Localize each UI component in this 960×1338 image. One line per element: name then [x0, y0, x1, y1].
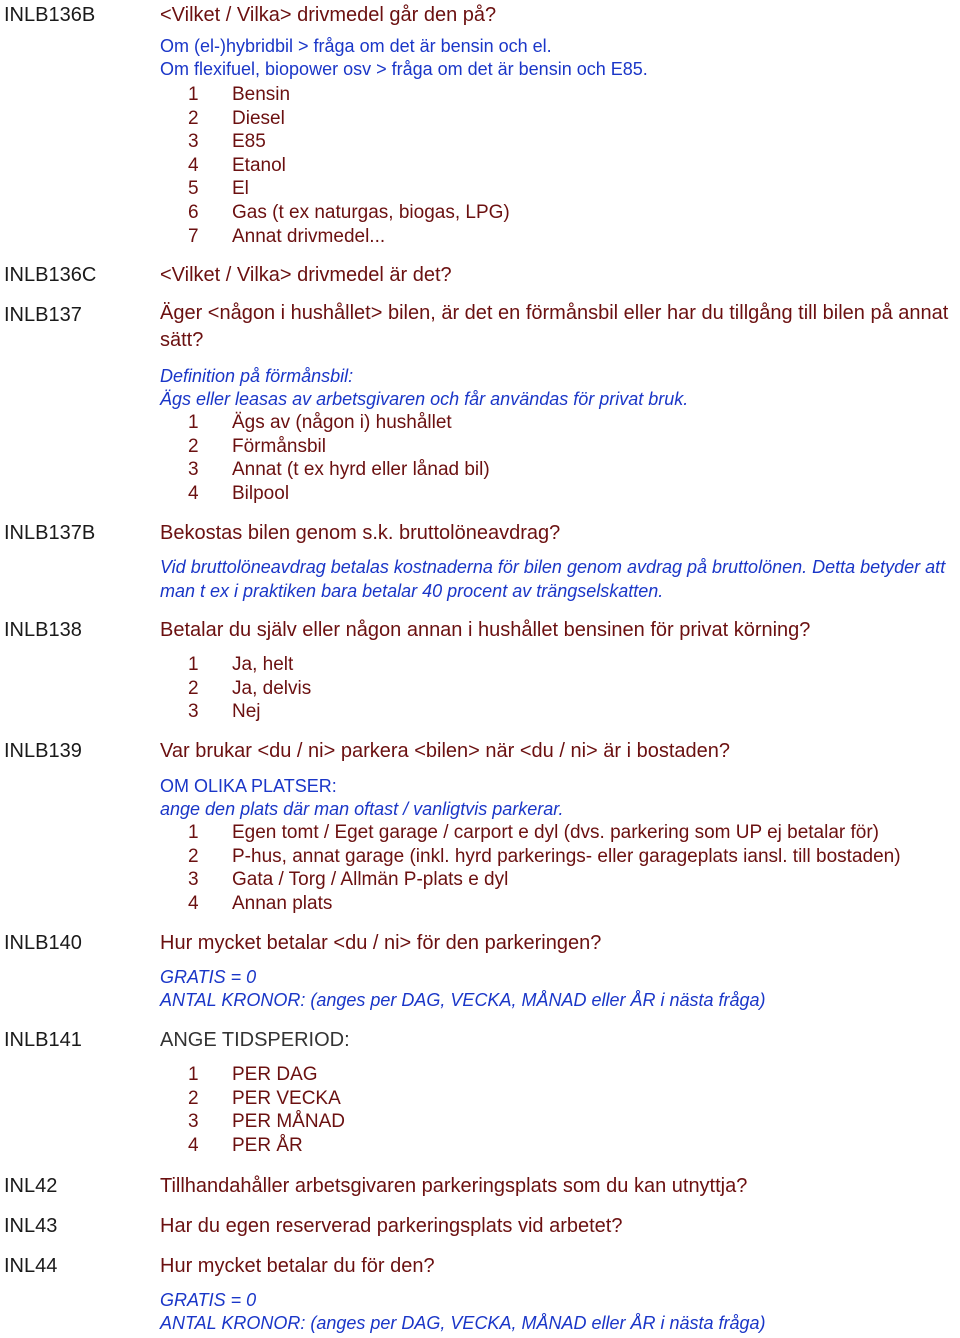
option-number: 4 [188, 482, 199, 504]
question-code: INLB136B [4, 4, 96, 26]
answer-option [160, 1063, 345, 1087]
answer-option [160, 225, 510, 249]
option-number: 4 [188, 892, 199, 914]
question-code: INL42 [4, 1175, 58, 1197]
option-number: 2 [188, 435, 199, 457]
option-number: 2 [188, 107, 199, 129]
note-line: ANTAL KRONOR: (anges per DAG, VECKA, MÅNAD eller ÅR i nästa fråga) [160, 1313, 766, 1333]
question-text: Äger <någon i hushållet> bilen, är det en förmånsbil eller har du tillgång till bilen på annat sätt? [160, 302, 949, 351]
option-label: Ägs av (någon i) hushållet [232, 412, 452, 433]
option-number: 3 [188, 869, 199, 891]
option-number: 2 [188, 845, 199, 867]
answer-option [160, 821, 901, 845]
interviewer-note [160, 35, 648, 81]
answer-options [160, 1063, 345, 1157]
option-number: 7 [188, 225, 199, 247]
answer-option [160, 653, 311, 677]
option-label: P-hus, annat garage (inkl. hyrd parkerings- eller garageplats iansl. till bostaden) [232, 845, 901, 867]
answer-option [160, 177, 510, 201]
option-label: PER ÅR [232, 1134, 303, 1156]
option-number: 3 [188, 459, 199, 481]
option-number: 1 [188, 822, 199, 843]
option-label: Ja, helt [232, 654, 294, 675]
note-line: Definition på förmånsbil: [160, 366, 354, 386]
interviewer-note [160, 365, 688, 411]
note-line: Ägs eller leasas av arbetsgivaren och får användas för privat bruk. [160, 389, 689, 409]
question-code: INLB136C [4, 264, 97, 286]
answer-option [160, 1110, 345, 1134]
answer-option [160, 1134, 345, 1158]
note-line: Om flexifuel, biopower osv > fråga om det är bensin och E85. [160, 59, 648, 79]
option-label: Nej [232, 701, 261, 723]
option-label: Bensin [232, 84, 291, 105]
answer-options [160, 411, 490, 505]
option-number: 3 [188, 1111, 199, 1133]
option-label: Etanol [232, 154, 286, 176]
answer-option [160, 845, 901, 869]
question-code: INLB138 [4, 619, 82, 641]
answer-option [160, 677, 311, 701]
option-number: 5 [188, 178, 199, 200]
question-text: Har du egen reserverad parkeringsplats vid arbetet? [160, 1215, 623, 1237]
option-number: 4 [188, 154, 199, 176]
option-label: PER VECKA [232, 1087, 341, 1109]
answer-option [160, 482, 490, 506]
answer-option [160, 154, 510, 178]
answer-option [160, 411, 490, 435]
option-label: Ja, delvis [232, 677, 312, 699]
question-code: INLB137 [4, 304, 82, 326]
answer-options [160, 653, 311, 724]
note-line: ange den plats där man oftast / vanligtvis parkerar. [160, 799, 564, 819]
question-text: Bekostas bilen genom s.k. bruttolöneavdrag? [160, 522, 561, 544]
question-text: Hur mycket betalar du för den? [160, 1255, 435, 1277]
question-text: Betalar du själv eller någon annan i hushållet bensinen för privat körning? [160, 619, 811, 641]
option-number: 1 [188, 412, 199, 433]
answer-option [160, 458, 490, 482]
question-code: INLB141 [4, 1029, 82, 1051]
option-label: Diesel [232, 107, 285, 129]
answer-options [160, 83, 510, 248]
note-line: ANTAL KRONOR: (anges per DAG, VECKA, MÅNAD eller ÅR i nästa fråga) [160, 990, 766, 1010]
question-text: Tillhandahåller arbetsgivaren parkeringsplats som du kan utnyttja? [160, 1175, 748, 1197]
option-label: PER MÅNAD [232, 1111, 345, 1133]
option-label: Bilpool [232, 482, 290, 504]
answer-option [160, 1087, 345, 1111]
answer-option [160, 83, 510, 107]
note-line: Om (el-)hybridbil > fråga om det är bensin och el. [160, 36, 552, 56]
note-line: GRATIS = 0 [160, 1290, 257, 1310]
interviewer-note [160, 966, 766, 1012]
option-label: Annan plats [232, 892, 333, 914]
option-label: Gata / Torg / Allmän P-plats e dyl [232, 869, 509, 891]
option-number: 1 [188, 1064, 199, 1085]
option-number: 2 [188, 677, 199, 699]
option-number: 2 [188, 1087, 199, 1109]
answer-option [160, 700, 311, 724]
question-text: <Vilket / Vilka> drivmedel är det? [160, 264, 452, 286]
option-number: 6 [188, 201, 199, 223]
option-label: PER DAG [232, 1064, 318, 1085]
question-text: Hur mycket betalar <du / ni> för den parkeringen? [160, 932, 602, 954]
option-label: Egen tomt / Eget garage / carport e dyl (dvs. parkering som UP ej betalar för) [232, 822, 880, 843]
question-code: INLB139 [4, 740, 82, 762]
answer-option [160, 107, 510, 131]
option-label: El [232, 178, 249, 200]
option-label: Gas (t ex naturgas, biogas, LPG) [232, 201, 510, 223]
interviewer-note [160, 1289, 766, 1335]
answer-option [160, 201, 510, 225]
question-code: INL44 [4, 1255, 58, 1277]
question-text: Var brukar <du / ni> parkera <bilen> när <du / ni> är i bostaden? [160, 740, 730, 762]
option-label: Förmånsbil [232, 435, 326, 457]
note-line: OM OLIKA PLATSER: [160, 776, 337, 796]
option-number: 3 [188, 131, 199, 153]
note-line: GRATIS = 0 [160, 967, 257, 987]
answer-option [160, 435, 490, 459]
question-code: INL43 [4, 1215, 58, 1237]
answer-option [160, 892, 901, 916]
option-number: 4 [188, 1134, 199, 1156]
option-label: Annat (t ex hyrd eller lånad bil) [232, 459, 490, 481]
question-code: INLB137B [4, 522, 96, 544]
question-code: INLB140 [4, 932, 82, 954]
answer-option [160, 868, 901, 892]
question-text: <Vilket / Vilka> drivmedel går den på? [160, 4, 497, 26]
option-label: Annat drivmedel... [232, 225, 386, 247]
answer-options [160, 821, 901, 915]
interviewer-note: Vid bruttolöneavdrag betalas kostnaderna för bilen genom avdrag på bruttolönen. Detta betyder att man t ex i praktiken bara betalar 40 procent av trängselskatten. [160, 557, 946, 601]
option-number: 3 [188, 701, 199, 723]
option-number: 1 [188, 654, 199, 675]
answer-option [160, 130, 510, 154]
question-text: ANGE TIDSPERIOD: [160, 1029, 350, 1051]
option-label: E85 [232, 131, 266, 153]
interviewer-note [160, 775, 564, 821]
option-number: 1 [188, 84, 199, 105]
